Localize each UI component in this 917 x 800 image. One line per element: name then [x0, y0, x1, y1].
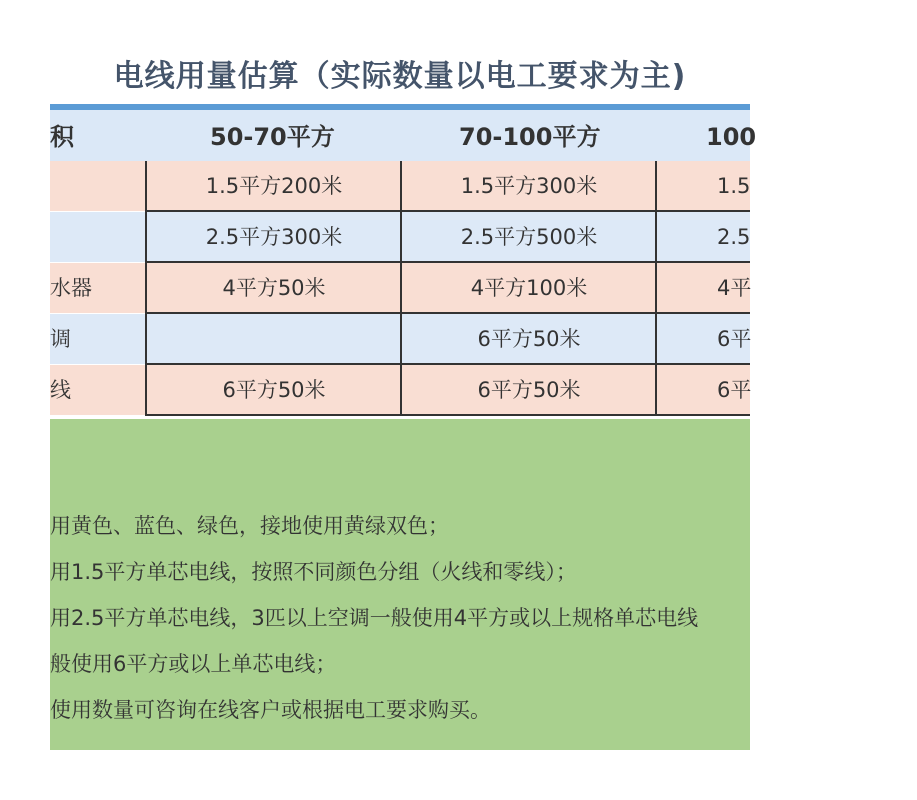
- grid-line: [146, 414, 750, 416]
- page-title: 电线用量估算（实际数量以电工要求为主): [113, 59, 687, 94]
- header-70-100: 70-100平方: [459, 123, 601, 151]
- table-cell: 2.5平方300米: [205, 225, 343, 249]
- table-cell: 6平: [717, 378, 752, 402]
- grid-line: [146, 363, 750, 365]
- table-cell: 1.5平方300米: [460, 174, 598, 198]
- grid-line: [400, 161, 402, 416]
- note-line: 用黄色、蓝色、绿色，接地使用黄绿双色；: [50, 514, 449, 538]
- note-line: 用1.5平方单芯电线，按照不同颜色分组（火线和零线）；: [50, 560, 577, 584]
- table-cell: 4平: [717, 276, 752, 300]
- header-50-70: 50-70平方: [210, 123, 335, 151]
- table-cell: 4平方100米: [470, 276, 588, 300]
- row-label: 水器: [50, 276, 92, 300]
- table-cell: 6平方50米: [477, 378, 581, 402]
- table-cell: 1.5: [717, 174, 751, 198]
- row-label: 线: [50, 378, 71, 402]
- table-cell: 6平: [717, 327, 752, 351]
- table-cell: 6平方50米: [477, 327, 581, 351]
- grid-line: [655, 161, 657, 416]
- table-cell: 1.5平方200米: [205, 174, 343, 198]
- table-cell: 4平方50米: [222, 276, 326, 300]
- table-cell: 2.5: [717, 225, 751, 249]
- row-label: [50, 161, 145, 211]
- table-body-clip: [50, 0, 750, 800]
- grid-line: [146, 312, 750, 314]
- table-body: [50, 161, 750, 416]
- grid-line: [146, 210, 750, 212]
- table-cell: 6平方50米: [222, 378, 326, 402]
- grid-line: [146, 261, 750, 263]
- grid-line: [145, 161, 147, 416]
- header-area-label: 积: [50, 123, 74, 151]
- note-line: 使用数量可咨询在线客户或根据电工要求购买。: [50, 698, 491, 722]
- row-label: 调: [50, 327, 71, 351]
- notes-panel: [50, 419, 750, 750]
- row-label: [50, 212, 145, 262]
- header-100-plus: 100: [706, 123, 757, 151]
- note-line: 用2.5平方单芯电线，3匹以上空调一般使用4平方或以上规格单芯电线: [50, 606, 699, 630]
- note-line: 般使用6平方或以上单芯电线；: [50, 652, 337, 676]
- table-cell: 2.5平方500米: [460, 225, 598, 249]
- table-cell: [147, 314, 401, 364]
